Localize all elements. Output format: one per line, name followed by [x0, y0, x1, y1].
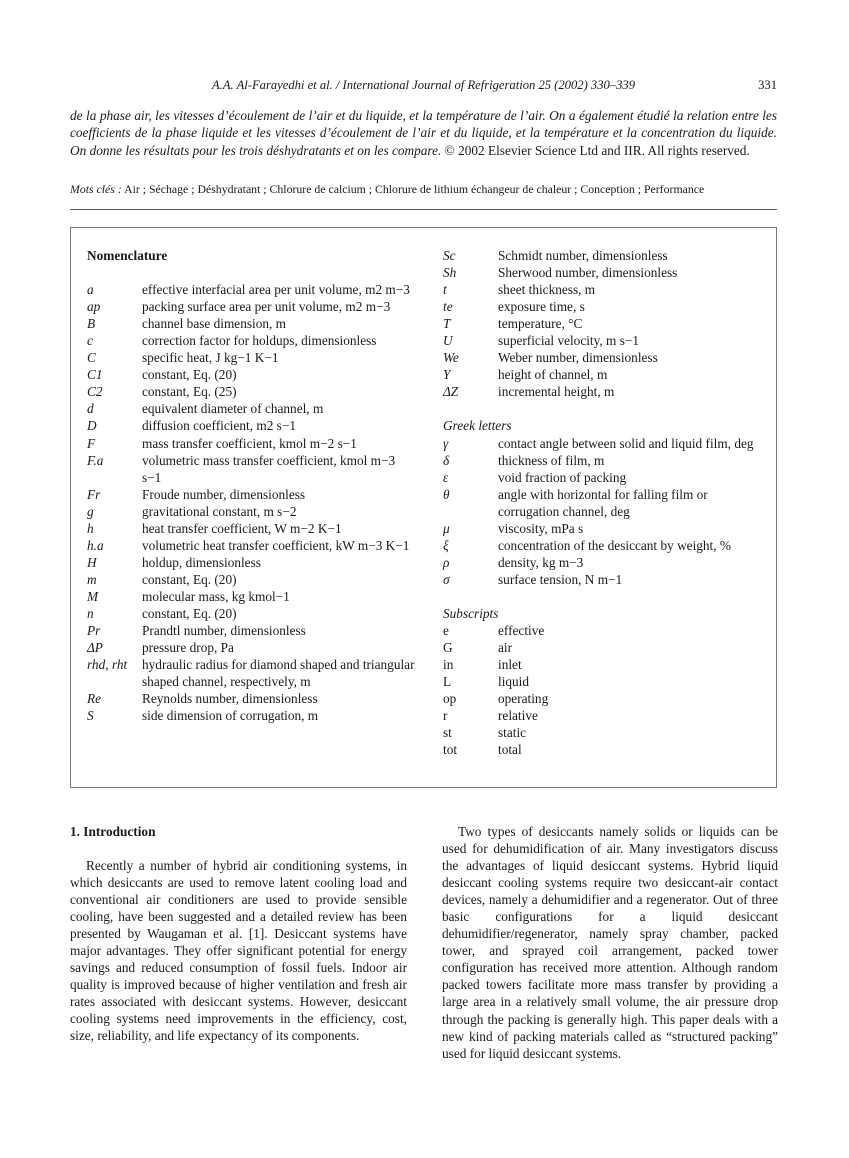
- entry-definition: inlet: [498, 657, 522, 673]
- nomenclature-entry: [443, 707, 763, 724]
- entry-definition: sheet thickness, m: [498, 282, 596, 298]
- entry-definition: viscosity, mPa s: [498, 520, 584, 536]
- entry-definition: holdup, dimensionless: [142, 554, 261, 570]
- nomenclature-entry: [443, 673, 763, 690]
- entry-definition: constant, Eq. (25): [142, 384, 237, 400]
- nomenclature-entry: [87, 588, 417, 605]
- entry-symbol: op: [443, 691, 457, 707]
- entry-definition: pressure drop, Pa: [142, 640, 234, 656]
- copyright-notice: © 2002 Elsevier Science Ltd and IIR. All rights reserved.: [444, 142, 750, 158]
- entry-symbol: ε: [443, 469, 449, 485]
- entry-definition: channel base dimension, m: [142, 316, 287, 332]
- entry-definition: contact angle between solid and liquid film, deg: [498, 435, 754, 451]
- nomenclature-entry: [443, 332, 763, 349]
- nomenclature-entry: [87, 707, 417, 724]
- nomenclature-right-column: [443, 247, 763, 758]
- nomenclature-entry: [443, 520, 763, 537]
- entry-symbol: δ: [443, 452, 450, 468]
- abstract-french-text: de la phase air, les vitesses d’écoulement de l’air et du liquide, et la température de l’air. On a également étudié la relation entre les coefficients de la phase liquide et les vitesses d’écoulement de l’air et du liquide, et la température et la concentration du liquide. On donne les résultats pour les trois déshydratants et on les compare.: [70, 108, 777, 158]
- nomenclature-entry: [443, 741, 763, 758]
- subscripts-list: [443, 622, 763, 758]
- entry-definition: effective: [498, 623, 545, 639]
- nomenclature-entry: [443, 264, 763, 281]
- keywords-line: [70, 182, 780, 197]
- nomenclature-entry: [87, 486, 417, 503]
- entry-definition: mass transfer coefficient, kmol m−2 s−1: [142, 435, 357, 451]
- entry-definition: void fraction of packing: [498, 469, 627, 485]
- nomenclature-entry: [87, 366, 417, 383]
- nomenclature-entry: [87, 639, 417, 656]
- keywords-text: Air ; Séchage ; Déshydratant ; Chlorure de calcium ; Chlorure de lithium échangeur de chaleur ; Conception ; Performance: [124, 182, 705, 196]
- entry-symbol: n: [87, 605, 94, 621]
- greek-letters-list: [443, 435, 763, 588]
- entry-definition: relative: [498, 708, 538, 724]
- nomenclature-entry: [87, 281, 417, 298]
- entry-symbol: C2: [87, 384, 103, 400]
- entry-symbol: F: [87, 435, 96, 451]
- entry-definition: Schmidt number, dimensionless: [498, 248, 668, 263]
- entry-symbol: ρ: [443, 554, 450, 570]
- entry-symbol: F.a: [87, 452, 104, 468]
- page-number: 331: [758, 78, 777, 92]
- entry-symbol: T: [443, 316, 451, 332]
- entry-definition: gravitational constant, m s−2: [142, 503, 297, 519]
- nomenclature-entry: [87, 452, 417, 486]
- entry-definition: volumetric mass transfer coefficient, kmol m−3 s−1: [142, 452, 396, 485]
- entry-symbol: Y: [443, 367, 451, 383]
- entry-definition: concentration of the desiccant by weight, %: [498, 537, 731, 553]
- entry-definition: Prandtl number, dimensionless: [142, 623, 306, 639]
- entry-symbol: ΔZ: [443, 384, 459, 400]
- nomenclature-entry: [87, 417, 417, 434]
- entry-symbol: L: [443, 674, 452, 690]
- entry-symbol: γ: [443, 435, 449, 451]
- nomenclature-entry: [443, 469, 763, 486]
- entry-symbol: e: [443, 623, 449, 639]
- entry-definition: surface tension, N m−1: [498, 571, 623, 587]
- entry-definition: angle with horizontal for falling film or corrugation channel, deg: [498, 486, 708, 519]
- entry-symbol: te: [443, 299, 453, 315]
- entry-symbol: h: [87, 520, 94, 536]
- entry-definition: exposure time, s: [498, 299, 585, 315]
- nomenclature-entry: [87, 315, 417, 332]
- nomenclature-title: Nomenclature: [87, 248, 168, 263]
- entry-definition: liquid: [498, 674, 530, 690]
- nomenclature-entry: [443, 571, 763, 588]
- entry-definition: molecular mass, kg kmol−1: [142, 588, 290, 604]
- nomenclature-entry: [87, 332, 417, 349]
- entry-symbol: g: [87, 503, 94, 519]
- entry-symbol: d: [87, 401, 94, 417]
- entry-definition: heat transfer coefficient, W m−2 K−1: [142, 520, 342, 536]
- nomenclature-entry: [87, 656, 417, 690]
- entry-symbol: G: [443, 640, 453, 656]
- entry-definition: effective interfacial area per unit volume, m2 m−3: [142, 282, 410, 298]
- nomenclature-entry: [87, 605, 417, 622]
- nomenclature-entry: [443, 622, 763, 639]
- entry-symbol: Fr: [87, 486, 101, 502]
- nomenclature-entry: [443, 366, 763, 383]
- entry-definition: air: [498, 640, 513, 656]
- entry-definition: correction factor for holdups, dimensionless: [142, 333, 377, 349]
- section-divider: [70, 209, 777, 210]
- entry-definition: diffusion coefficient, m2 s−1: [142, 418, 296, 434]
- entry-symbol: We: [443, 350, 459, 366]
- nomenclature-entry: [443, 281, 763, 298]
- entry-symbol: σ: [443, 571, 450, 587]
- nomenclature-entry: [443, 315, 763, 332]
- entry-symbol: ξ: [443, 537, 449, 553]
- entry-symbol: ap: [87, 299, 101, 315]
- entry-symbol: S: [87, 708, 94, 724]
- entry-symbol: ΔP: [87, 640, 103, 656]
- entry-symbol: Sc: [443, 248, 456, 263]
- nomenclature-entry: [87, 298, 417, 315]
- entry-symbol: H: [87, 554, 97, 570]
- entry-symbol: in: [443, 657, 454, 673]
- entry-symbol: h.a: [87, 537, 104, 553]
- entry-symbol: Sh: [443, 265, 457, 281]
- nomenclature-entry: [443, 724, 763, 741]
- nomenclature-right-list: [443, 247, 763, 400]
- entry-definition: height of channel, m: [498, 367, 608, 383]
- introduction-paragraph-2: Two types of desiccants namely solids or liquids can be used for dehumidification of air. Many investigators discuss the advantages of liquid desiccant systems. Hybrid liquid desiccant cooling systems require two desiccant-air contact devices, namely a dehumidifier and a regenerator. Out of three basic configurations for a liquid desiccant dehumidifier/regenerator, namely spray chamber, packed tower, and sprayed coil arrangement, packed tower configuration has received more attention. Although random packed towers facilitate more mass transfer by providing a large area in a relatively small volume, the air pressure drop through the packing is generally high. This paper deals with a new kind of packing materials called as “structured packing” used for liquid desiccant systems.: [442, 824, 778, 1061]
- nomenclature-entry: [443, 554, 763, 571]
- subscripts-heading: Subscripts: [443, 605, 499, 621]
- nomenclature-entry: [443, 435, 763, 452]
- nomenclature-left-list: [87, 281, 417, 724]
- entry-definition: side dimension of corrugation, m: [142, 708, 319, 724]
- nomenclature-entry: [87, 571, 417, 588]
- nomenclature-entry: [87, 383, 417, 400]
- entry-symbol: C1: [87, 367, 103, 383]
- nomenclature-entry: [87, 537, 417, 554]
- nomenclature-entry: [87, 349, 417, 366]
- entry-definition: Froude number, dimensionless: [142, 486, 306, 502]
- nomenclature-entry: [87, 435, 417, 452]
- entry-definition: constant, Eq. (20): [142, 571, 237, 587]
- entry-definition: Reynolds number, dimensionless: [142, 691, 318, 707]
- entry-definition: Sherwood number, dimensionless: [498, 265, 678, 281]
- entry-symbol: Pr: [87, 623, 101, 639]
- entry-symbol: D: [87, 418, 97, 434]
- entry-symbol: U: [443, 333, 453, 349]
- nomenclature-entry: [87, 622, 417, 639]
- entry-definition: total: [498, 742, 522, 758]
- nomenclature-entry: [87, 400, 417, 417]
- entry-symbol: μ: [443, 520, 450, 536]
- entry-symbol: tot: [443, 742, 458, 758]
- entry-symbol: rhd, rht: [87, 657, 128, 673]
- entry-definition: operating: [498, 691, 549, 707]
- entry-symbol: a: [87, 282, 94, 298]
- introduction-title: 1. Introduction: [70, 824, 156, 839]
- nomenclature-entry: [443, 247, 763, 264]
- nomenclature-entry: [443, 537, 763, 554]
- entry-symbol: Re: [87, 691, 102, 707]
- greek-letters-heading: Greek letters: [443, 418, 512, 434]
- entry-symbol: m: [87, 571, 97, 587]
- nomenclature-entry: [87, 554, 417, 571]
- entry-symbol: st: [443, 725, 452, 741]
- entry-definition: superficial velocity, m s−1: [498, 333, 640, 349]
- entry-symbol: B: [87, 316, 96, 332]
- nomenclature-entry: [87, 503, 417, 520]
- entry-definition: constant, Eq. (20): [142, 367, 237, 383]
- keywords-label: Mots clés :: [70, 182, 122, 196]
- entry-definition: constant, Eq. (20): [142, 605, 237, 621]
- nomenclature-left-column: [87, 247, 417, 724]
- entry-definition: Weber number, dimensionless: [498, 350, 658, 366]
- running-header: A.A. Al-Farayedhi et al. / International Journal of Refrigeration 25 (2002) 330–339: [211, 78, 635, 92]
- entry-definition: incremental height, m: [498, 384, 615, 400]
- entry-definition: equivalent diameter of channel, m: [142, 401, 324, 417]
- nomenclature-entry: [443, 639, 763, 656]
- nomenclature-entry: [87, 520, 417, 537]
- introduction-paragraph-1: Recently a number of hybrid air conditioning systems, in which desiccants are used to remove latent cooling load and conventional air conditioners are used to provide sensible cooling, have been suggested and a detailed review has been presented by Waugaman et al. [1]. Desiccant systems have major advantages. They offer significant potential for energy savings and reduced consumption of fossil fuels. Indoor air quality is improved because of higher ventilation and fresh air rates associated with desiccant systems. However, desiccant cooling systems need improvements in the efficiency, cost, size, reliability, and life expectancy of its components.: [70, 858, 407, 1044]
- entry-symbol: θ: [443, 486, 450, 502]
- nomenclature-entry: [443, 656, 763, 673]
- entry-definition: packing surface area per unit volume, m2 m−3: [142, 299, 391, 315]
- nomenclature-entry: [443, 452, 763, 469]
- entry-definition: specific heat, J kg−1 K−1: [142, 350, 279, 366]
- entry-symbol: C: [87, 350, 96, 366]
- entry-symbol: r: [443, 708, 448, 724]
- entry-definition: temperature, °C: [498, 316, 583, 332]
- nomenclature-entry: [443, 349, 763, 366]
- entry-definition: density, kg m−3: [498, 554, 584, 570]
- nomenclature-entry: [443, 298, 763, 315]
- abstract-continuation: [70, 107, 777, 159]
- entry-definition: thickness of film, m: [498, 452, 605, 468]
- nomenclature-entry: [443, 486, 763, 520]
- nomenclature-entry: [443, 383, 763, 400]
- entry-symbol: c: [87, 333, 93, 349]
- entry-definition: volumetric heat transfer coefficient, kW m−3 K−1: [142, 537, 410, 553]
- nomenclature-entry: [87, 690, 417, 707]
- entry-definition: hydraulic radius for diamond shaped and triangular shaped channel, respectively, m: [142, 657, 415, 690]
- entry-symbol: M: [87, 588, 99, 604]
- entry-definition: static: [498, 725, 527, 741]
- entry-symbol: t: [443, 282, 447, 298]
- nomenclature-entry: [443, 690, 763, 707]
